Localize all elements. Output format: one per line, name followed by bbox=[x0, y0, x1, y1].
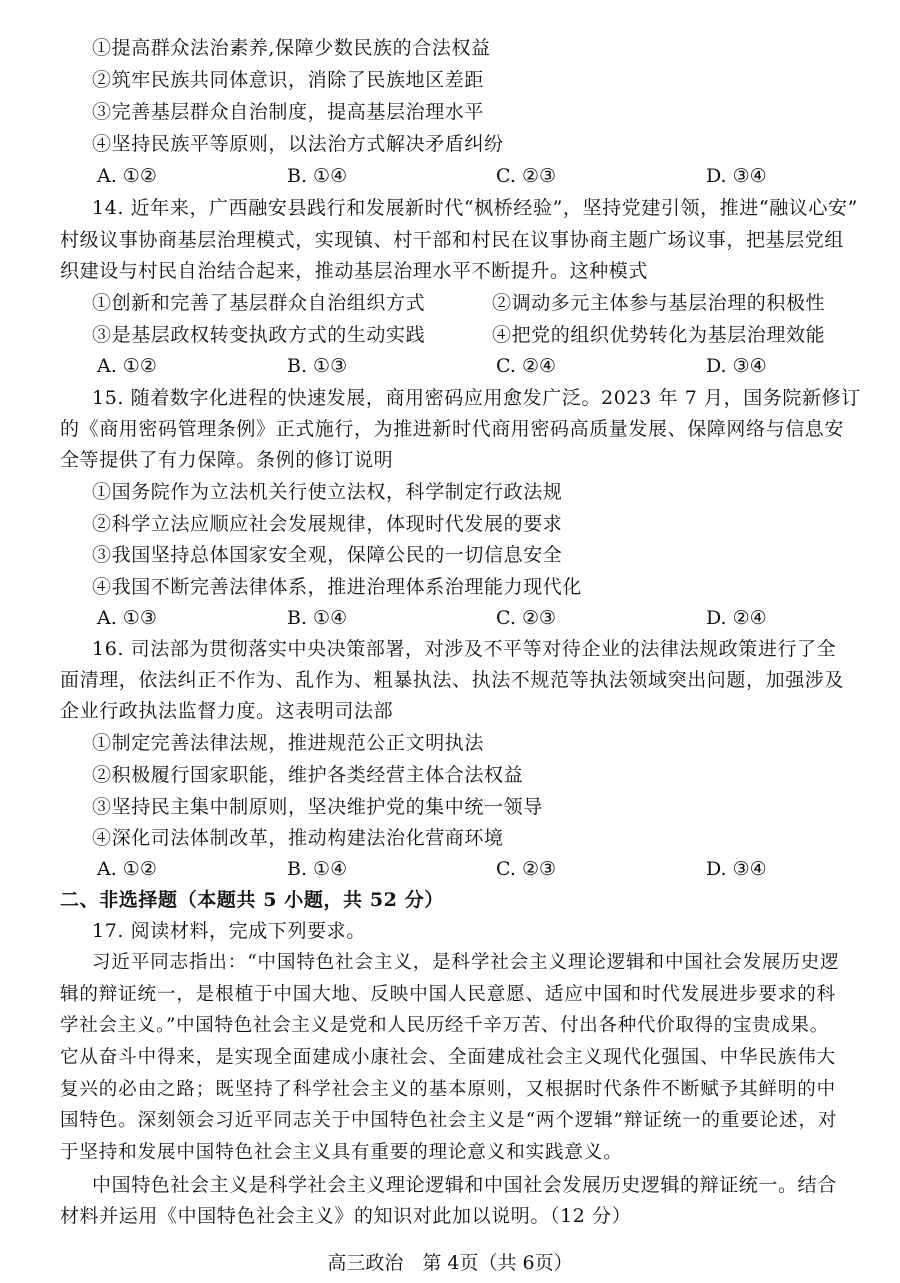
section-heading: 二、非选择题（本题共 5 小题，共 52 分） bbox=[60, 889, 444, 911]
q17-material-line-4: 它从奋斗中得来，是实现全面建成小康社会、全面建成社会主义现代化强国、中华民族伟大 bbox=[60, 1047, 837, 1068]
q13-option-c: C. ②③ bbox=[496, 165, 557, 187]
q16-item-2: ②积极履行国家职能，维护各类经营主体合法权益 bbox=[92, 764, 524, 786]
q14-option-b: B. ①③ bbox=[287, 355, 348, 377]
q15-option-d: D. ②④ bbox=[706, 607, 767, 629]
q17-question-line-1: 中国特色社会主义是科学社会主义理论逻辑和中国社会发展历史逻辑的辩证统一。结合 bbox=[92, 1174, 837, 1196]
q15-stem-line-3: 全等提供了有力保障。条例的修订说明 bbox=[60, 449, 394, 471]
q15-item-1: ①国务院作为立法机关行使立法权，科学制定行政法规 bbox=[92, 481, 563, 503]
q14-item-2: ②调动多元主体参与基层治理的积极性 bbox=[492, 292, 826, 314]
q15-option-c: C. ②③ bbox=[496, 607, 557, 629]
q15-item-4: ④我国不断完善法律体系，推进治理体系治理能力现代化 bbox=[92, 576, 583, 598]
q14-option-a: A. ①② bbox=[97, 355, 157, 377]
q13-option-d: D. ③④ bbox=[706, 165, 767, 187]
q14-item-3: ③是基层政权转变执政方式的生动实践 bbox=[92, 324, 426, 346]
q14-stem-line-2: 村级议事协商基层治理模式，实现镇、村干部和村民在议事协商主题广场议事，把基层党组 bbox=[60, 229, 845, 251]
q16-item-4: ④深化司法体制改革，推动构建法治化营商环境 bbox=[92, 827, 504, 849]
q15-item-3: ③我国坚持总体国家安全观，保障公民的一切信息安全 bbox=[92, 544, 563, 566]
q13-item-1: ①提高群众法治素养,保障少数民族的合法权益 bbox=[92, 37, 491, 59]
q14-option-c: C. ②④ bbox=[496, 355, 557, 377]
q14-item-1: ①创新和完善了基层群众自治组织方式 bbox=[92, 292, 426, 314]
q16-option-c: C. ②③ bbox=[496, 858, 557, 880]
q14-stem-line-3: 织建设与村民自治结合起来，推动基层治理水平不断提升。这种模式 bbox=[60, 260, 649, 282]
q16-item-3: ③坚持民主集中制原则，坚决维护党的集中统一领导 bbox=[92, 796, 543, 818]
q13-item-3: ③完善基层群众自治制度，提高基层治理水平 bbox=[92, 101, 485, 123]
q15-option-b: B. ①④ bbox=[287, 607, 348, 629]
q16-option-b: B. ①④ bbox=[287, 858, 348, 880]
page-footer: 高三政治 第 4页（共 6页） bbox=[327, 1252, 573, 1274]
q17-material-line-5: 复兴的必由之路；既坚持了科学社会主义的基本原则，又根据时代条件不断赋予其鲜明的中 bbox=[60, 1079, 837, 1100]
q15-option-a: A. ①③ bbox=[97, 607, 157, 629]
q17-material-line-6: 国特色。深刻领会习近平同志关于中国特色社会主义是“两个逻辑”辩证统一的重要论述，对 bbox=[60, 1110, 838, 1131]
q17-intro: 17. 阅读材料，完成下列要求。 bbox=[92, 920, 366, 942]
q13-item-2: ②筑牢民族共同体意识，消除了民族地区差距 bbox=[92, 69, 485, 91]
q16-option-a: A. ①② bbox=[97, 858, 157, 880]
q16-item-1: ①制定完善法律法规，推进规范公正文明执法 bbox=[92, 732, 485, 754]
q15-stem-line-2: 的《商用密码管理条例》正式施行，为推进新时代商用密码高质量发展、保障网络与信息安 bbox=[60, 418, 845, 440]
q17-material-line-3: 学社会主义。”中国特色社会主义是党和人民历经千辛万苦、付出各种代价取得的宝贵成果。 bbox=[60, 1015, 829, 1036]
q17-question-line-2: 材料并运用《中国特色社会主义》的知识对此加以说明。（12 分） bbox=[60, 1205, 632, 1227]
q13-option-b: B. ①④ bbox=[287, 165, 348, 187]
q16-stem-line-1: 16. 司法部为贯彻落实中央决策部署，对涉及不平等对待企业的法律法规政策进行了全 bbox=[92, 638, 837, 660]
q13-item-4: ④坚持民族平等原则，以法治方式解决矛盾纠纷 bbox=[92, 133, 504, 155]
q17-material-line-1: 习近平同志指出：“中国特色社会主义，是科学社会主义理论逻辑和中国社会发展历史逻 bbox=[92, 952, 840, 973]
q13-option-a: A. ①② bbox=[97, 165, 157, 187]
q14-stem-line-1: 14. 近年来，广西融安县践行和发展新时代“枫桥经验”，坚持党建引领，推进“融议心安” bbox=[92, 197, 858, 219]
q14-item-4: ④把党的组织优势转化为基层治理效能 bbox=[492, 324, 826, 346]
q17-material-line-7: 于坚持和发展中国特色社会主义具有重要的理论意义和实践意义。 bbox=[60, 1142, 623, 1163]
q15-stem-line-1: 15. 随着数字化进程的快速发展，商用密码应用愈发广泛。2023 年 7 月，国务院新修订 bbox=[92, 387, 861, 409]
q16-stem-line-3: 企业行政执法监督力度。这表明司法部 bbox=[60, 700, 394, 722]
q15-item-2: ②科学立法应顺应社会发展规律，体现时代发展的要求 bbox=[92, 513, 563, 535]
q16-stem-line-2: 面清理，依法纠正不作为、乱作为、粗暴执法、执法不规范等执法领域突出问题，加强涉及 bbox=[60, 669, 845, 691]
q16-option-d: D. ③④ bbox=[706, 858, 767, 880]
q14-option-d: D. ③④ bbox=[706, 355, 767, 377]
q17-material-line-2: 辑的辩证统一，是根植于中国大地、反映中国人民意愿、适应中国和时代发展进步要求的科 bbox=[60, 984, 837, 1005]
